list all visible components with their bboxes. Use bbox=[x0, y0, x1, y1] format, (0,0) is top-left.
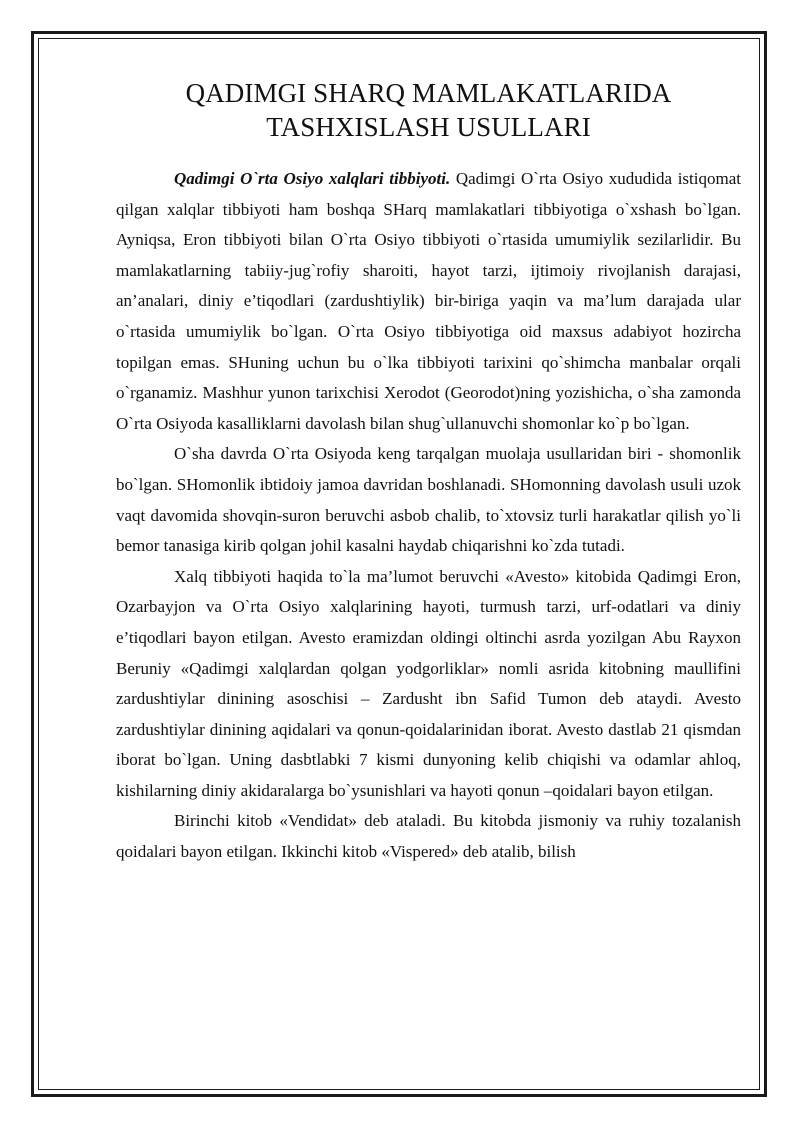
paragraph-4-text: Birinchi kitob «Vendidat» deb ataladi. Bu kitobda jismoniy va ruhiy tozalanish qoidalari bayon etilgan. Ikkinchi kitob «Vispered» deb atalib, bilish bbox=[116, 811, 741, 862]
paragraph-4 bbox=[116, 806, 741, 867]
paragraph-1-text: Qadimgi O`rta Osiyo xududida istiqomat qilgan xalqlar tibbiyoti ham boshqa SHarq mamlakatlari tibbiyotiga o`xshash bo`lgan. Ayniqsa, Eron tibbiyoti bilan O`rta Osiyo tibbiyoti o`rtasida umumiylik sezilarlidir. Bu mamlakatlarning tabiiy-jug`rofiy sharoiti, hayot tarzi, ijtimoiy rivojlanish darajasi, an’analari, diniy e’tiqodlari (zardushtiylik) bir-biriga yaqin va ma’lum darajada ular o`rtasida umumiylik bo`lgan. O`rta Osiyo tibbiyotiga oid maxsus adabiyot hozircha topilgan emas. SHuning uchun bu o`lka tibbiyoti tarixini qo`shimcha manbalar orqali o`rganamiz. Mashhur yunon tarixchisi Xerodot (Georodot)ning yozishicha, o`sha zamonda O`rta Osiyoda kasalliklarni davolash bilan shug`ullanuvchi shomonlar ko`p bo`lgan. bbox=[116, 169, 741, 433]
document-title bbox=[116, 76, 741, 144]
paragraph-2 bbox=[116, 439, 741, 561]
paragraph-2-text: O`sha davrda O`rta Osiyoda keng tarqalgan muolaja usullaridan biri - shomonlik bo`lgan. SHomonlik ibtidoiy jamoa davridan boshlanadi. SHomonning davolash usuli uzok vaqt davomida shovqin-suron beruvchi asbob chalib, to`xtovsiz turli harakatlar qilish yo`li bemor tanasiga kirib qolgan johil kasalni haydab chiqarishni ko`zda tutadi. bbox=[116, 444, 741, 556]
paragraph-1-lead: Qadimgi O`rta Osiyo xalqlari tibbiyoti. bbox=[174, 169, 451, 188]
title-line-1: QADIMGI SHARQ MAMLAKATLARIDA bbox=[185, 78, 672, 108]
paragraph-3-text: Xalq tibbiyoti haqida to`la ma’lumot beruvchi «Avesto» kitobida Qadimgi Eron, Ozarbayjon va O`rta Osiyo xalqlarining hayoti, turmush tarzi, urf-odatlari va diniy e’tiqodlari bayon etilgan. Avesto eramizdan oldingi oltinchi asrda yozilgan Abu Rayxon Beruniy «Qadimgi xalqlardan qolgan yodgorliklar» nomli asrida kitobning maullifini zardushtiylar dinining asoschisi – Zardusht ibn Safid Tumon deb ataydi. Avesto zardushtiylar dinining aqidalari va qonun-qoidalarinidan iborat. Avesto dastlab 21 qismdan iborat bo`lgan. Uning dasbtlabki 7 kismi dunyoning kelib chiqishi va odamlar ahloq, kishilarning diniy akidaralarga bo`ysunishlari va hayoti qonun –qoidalari bayon etilgan. bbox=[116, 566, 741, 800]
paragraph-1 bbox=[116, 164, 741, 439]
title-line-2: TASHXISLASH USULLARI bbox=[266, 112, 591, 142]
paragraph-3 bbox=[116, 562, 741, 807]
document-body bbox=[116, 76, 741, 868]
